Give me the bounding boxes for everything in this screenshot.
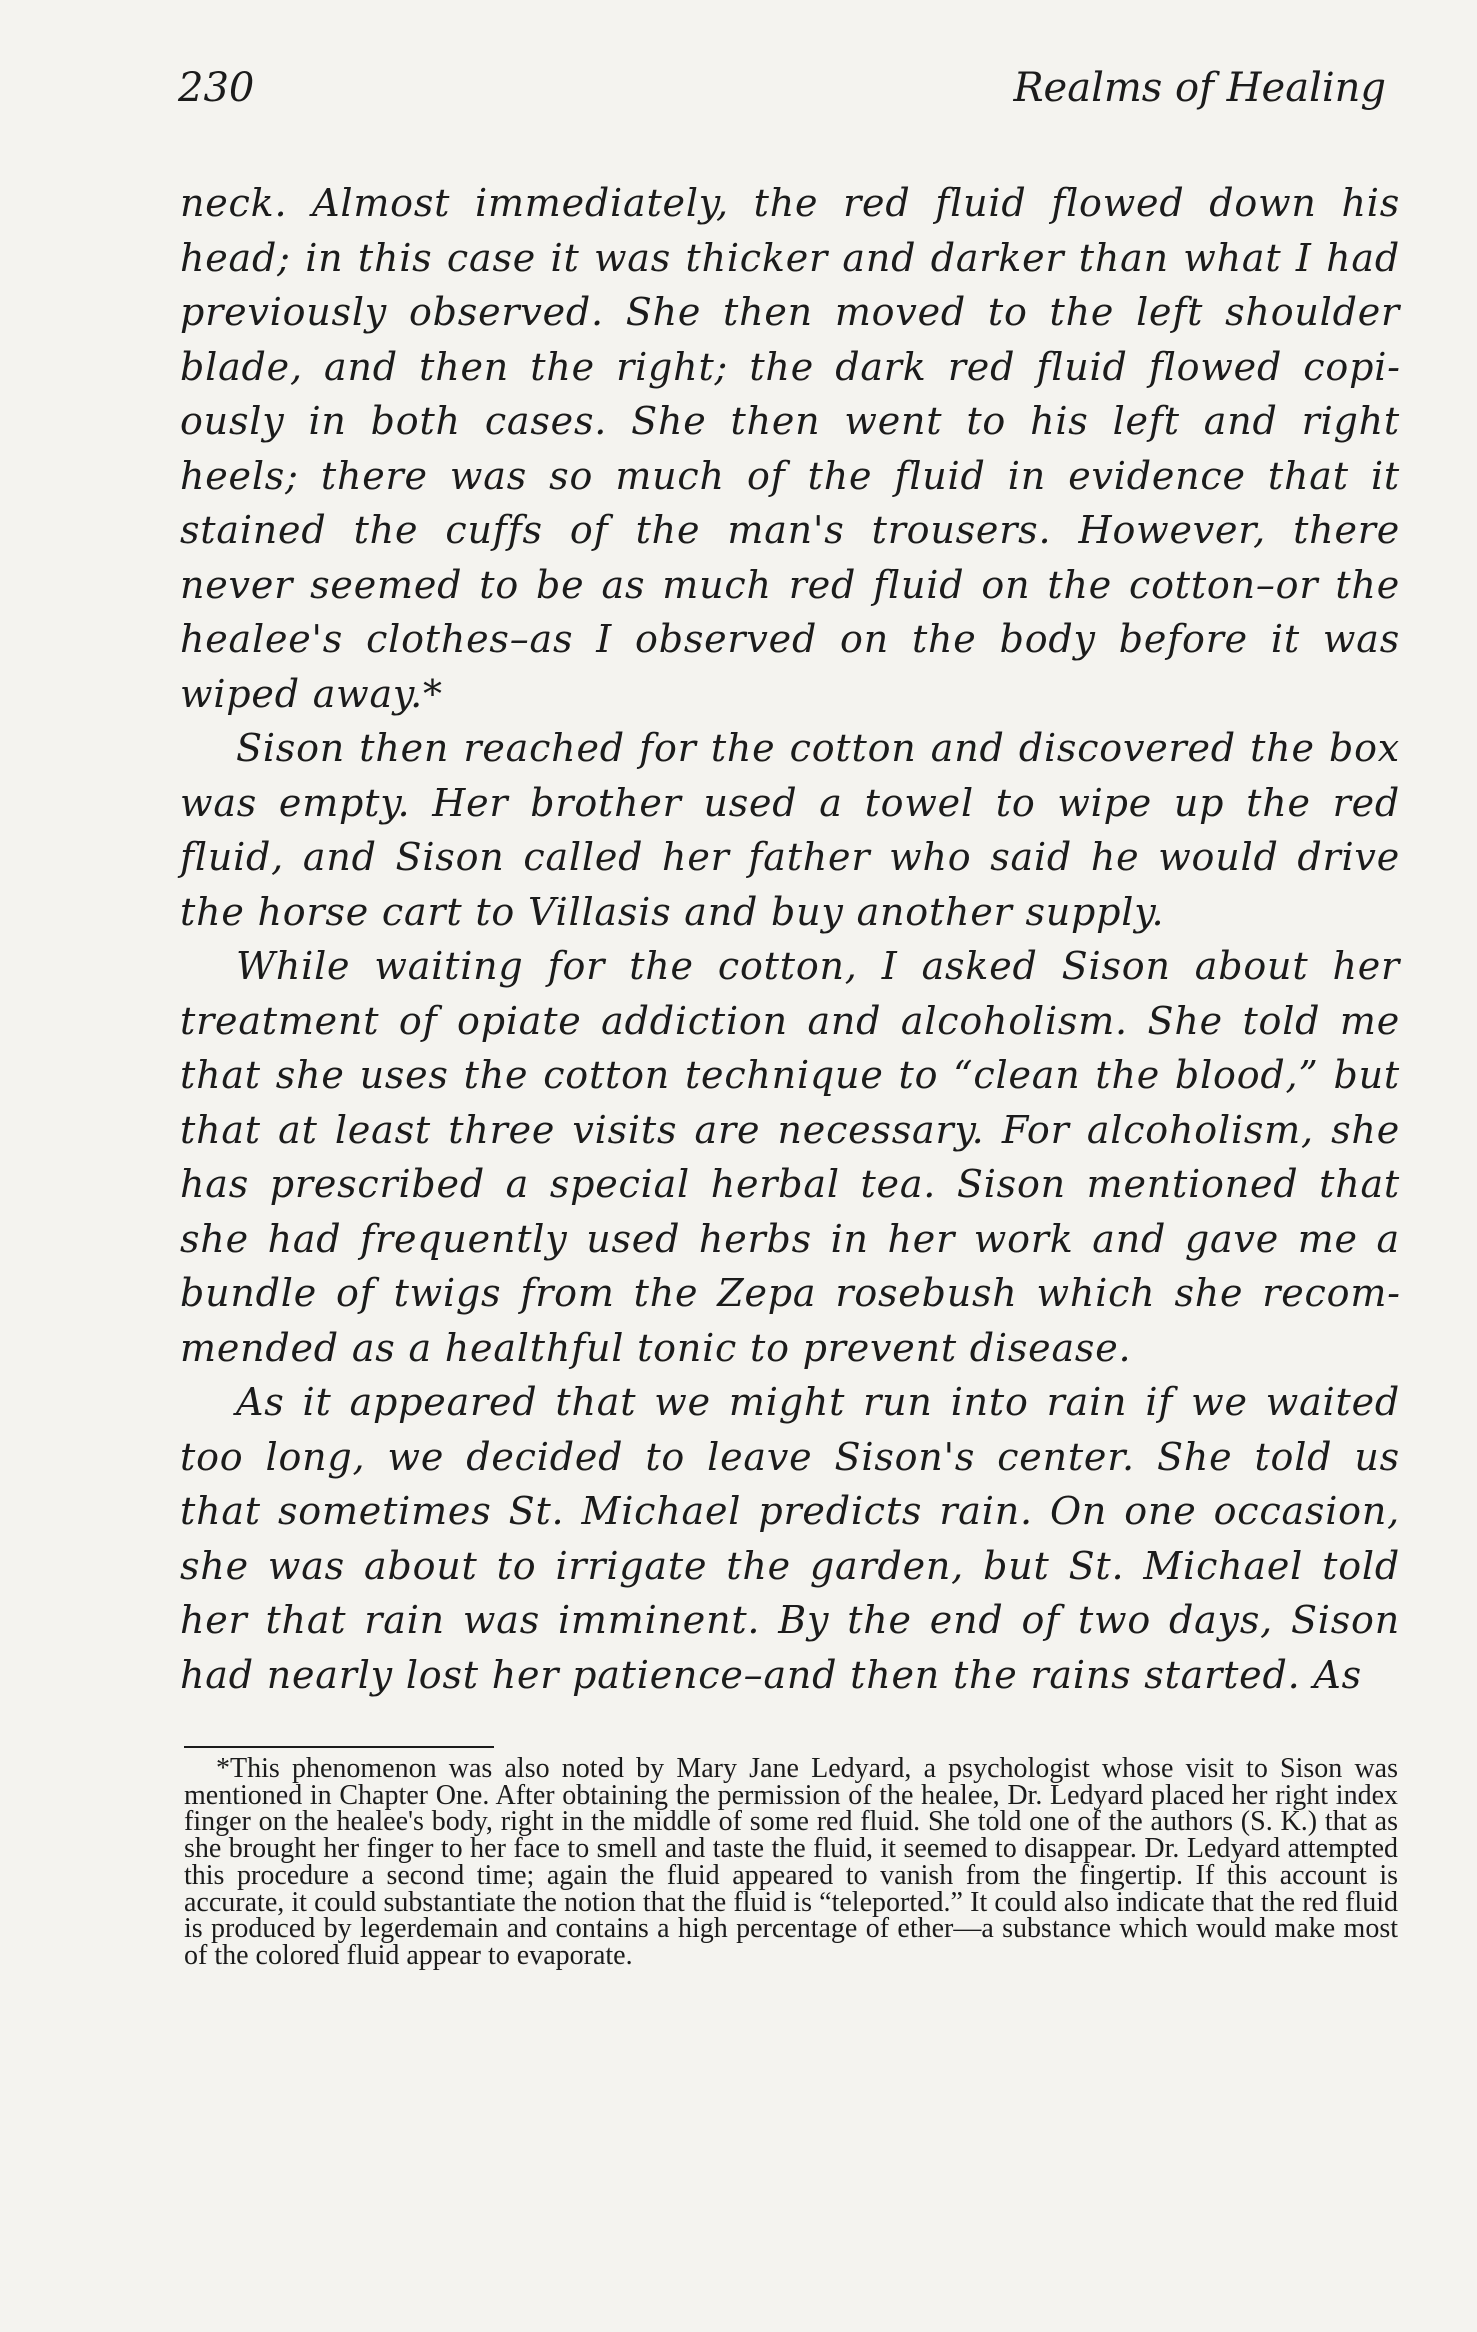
page-number: 230 xyxy=(178,65,255,111)
book-title: Realms of Healing xyxy=(1013,65,1386,111)
footnote-divider xyxy=(184,1746,494,1748)
footnote xyxy=(184,1753,1398,1971)
paragraph: Sison then reached for the cotton and discovered the box was empty. Her brother used a towel to wipe up the red fluid, and Sison called her father who said he would drive the horse cart to Villasis and buy another supply. xyxy=(180,726,1400,934)
paragraph-continued: neck. Almost immediately, the red fluid flowed down his head; in this case it was thicker and darker than what I had previously observed. She then moved to the left shoulder blade, and then the right; the dark red fluid flowed copiously in both cases. She then went to his left and right heels; there was so much of the fluid in evidence that it stained the cuffs of the man's trousers. However, there never seemed to be as much red fluid on the cotton–or the healee's clothes–as I observed on the body before it was wiped away.* xyxy=(180,181,1400,716)
footnote-text: *This phenomenon was also noted by Mary Jane Ledyard, a psychologist whose visit to Sison was mentioned in Chapter One. After obtaining the permission of the healee, Dr. Ledyard placed her right index finger on the healee's body, right in the middle of some red fluid. She told one of the authors (S. K.) that as she brought her finger to her face to smell and taste the fluid, it seemed to disappear. Dr. Ledyard attempted this procedure a second time; again the fluid appeared to vanish from the fingertip. If this account is accurate, it could substantiate the notion that the fluid is “teleported.” It could also indicate that the red fluid is produced by legerdemain and contains a high percentage of ether—a substance which would make most of the colored fluid appear to evaporate. xyxy=(184,1753,1398,1971)
paragraph: While waiting for the cotton, I asked Sison about her treatment of opiate addiction and alcoholism. She told me that she uses the cotton technique to “clean the blood,” but that at least three visits are necessary. For alcoholism, she has prescribed a special herbal tea. Sison mentioned that she had frequently used herbs in her work and gave me a bundle of twigs from the Zepa rosebush which she recommended as a healthful tonic to prevent disease. xyxy=(180,944,1400,1370)
body-text xyxy=(180,176,1400,1702)
running-head xyxy=(178,58,1386,118)
paragraph: As it appeared that we might run into rain if we waited too long, we decided to leave Sison's center. She told us that sometimes St. Michael predicts rain. On one occasion, she was about to irrigate the garden, but St. Michael told her that rain was imminent. By the end of two days, Sison had nearly lost her patience–and then the rains started. As xyxy=(180,1380,1400,1697)
